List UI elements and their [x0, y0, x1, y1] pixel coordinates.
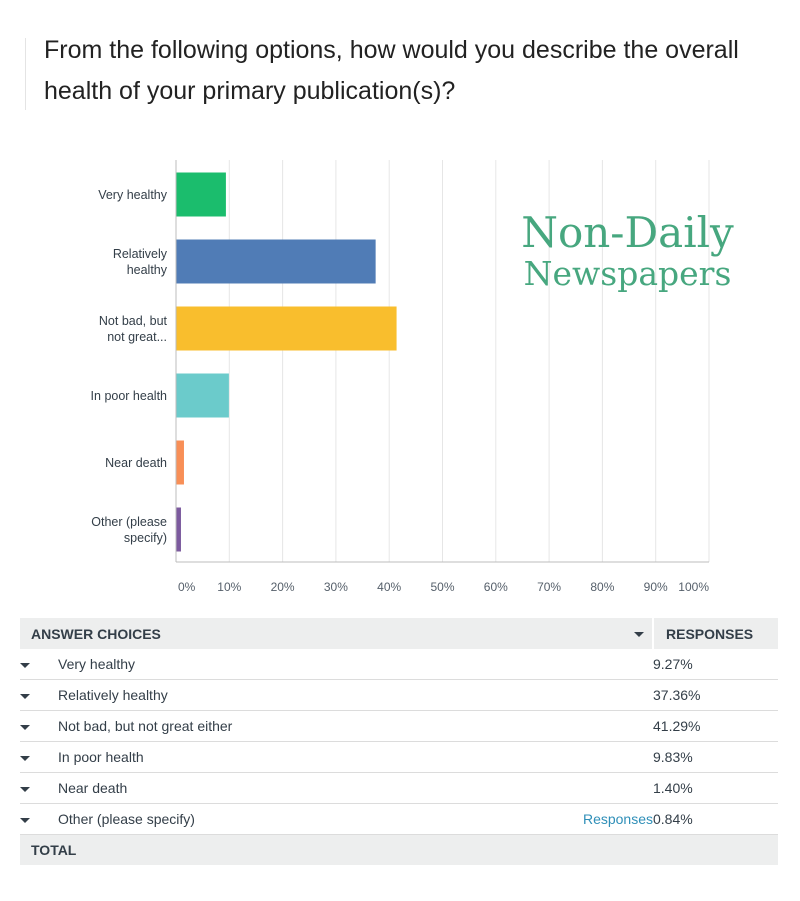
row-expand-cell[interactable]	[20, 680, 58, 711]
x-tick-label: 20%	[270, 580, 295, 594]
answer-choice-label: Near death	[58, 773, 533, 804]
row-expand-cell[interactable]	[20, 742, 58, 773]
answer-choice-label: Not bad, but not great either	[58, 711, 533, 742]
answer-choice-label: Other (please specify)	[58, 804, 533, 835]
total-label: TOTAL	[20, 835, 778, 866]
x-tick-label: 60%	[483, 580, 508, 594]
category-label: specify)	[123, 531, 167, 545]
response-percent: 37.36%	[653, 680, 778, 711]
category-label: Not bad, but	[98, 314, 167, 328]
response-percent: 9.83%	[653, 742, 778, 773]
question-title: From the following options, how would you describe the overall health of your primary publication(s)?	[44, 36, 739, 105]
stamp-line-1: Non-Daily	[521, 208, 734, 257]
answer-table	[20, 618, 778, 865]
responses-link-cell	[533, 742, 653, 773]
table-row	[20, 649, 778, 680]
category-label: In poor health	[90, 389, 167, 403]
bar[interactable]	[177, 240, 376, 284]
table-body	[20, 649, 778, 865]
responses-link-cell	[533, 680, 653, 711]
table-row	[20, 804, 778, 835]
row-expand-cell[interactable]	[20, 649, 58, 680]
response-percent: 1.40%	[653, 773, 778, 804]
category-label: Other (please	[91, 515, 167, 529]
table-row	[20, 680, 778, 711]
response-percent: 41.29%	[653, 711, 778, 742]
non-daily-newspapers-stamp	[500, 208, 755, 293]
x-tick-label: 50%	[430, 580, 455, 594]
expand-caret-icon[interactable]	[20, 787, 30, 792]
expand-caret-icon[interactable]	[20, 818, 30, 823]
answer-choice-label: Relatively healthy	[58, 680, 533, 711]
row-expand-cell[interactable]	[20, 804, 58, 835]
x-tick-label: 0%	[178, 580, 196, 594]
x-tick-label: 80%	[590, 580, 615, 594]
bar[interactable]	[177, 307, 397, 351]
total-row	[20, 835, 778, 866]
x-tick-label: 90%	[643, 580, 668, 594]
row-expand-cell[interactable]	[20, 711, 58, 742]
answer-choice-label: In poor health	[58, 742, 533, 773]
category-label: healthy	[126, 263, 167, 277]
x-tick-label: 40%	[377, 580, 402, 594]
stamp-line-2: Newspapers	[523, 254, 732, 293]
category-label: Relatively	[112, 247, 167, 261]
x-tick-label: 30%	[323, 580, 348, 594]
table-header-row	[20, 618, 778, 649]
responses-link-cell	[533, 804, 653, 835]
bar[interactable]	[177, 441, 184, 485]
responses-link-cell	[533, 649, 653, 680]
category-label: Near death	[105, 456, 167, 470]
responses-link-cell	[533, 773, 653, 804]
answer-choices-header[interactable]	[20, 618, 653, 649]
category-label: Very healthy	[98, 188, 167, 202]
bar[interactable]	[177, 374, 229, 418]
table-row	[20, 711, 778, 742]
responses-link[interactable]: Responses	[582, 811, 653, 827]
category-label: not great...	[107, 330, 167, 344]
responses-link-cell	[533, 711, 653, 742]
responses-header: RESPONSES	[653, 618, 778, 649]
x-tick-label: 70%	[537, 580, 562, 594]
expand-caret-icon[interactable]	[20, 756, 30, 761]
expand-caret-icon[interactable]	[20, 663, 30, 668]
table-row	[20, 773, 778, 804]
response-percent: 9.27%	[653, 649, 778, 680]
bar[interactable]	[177, 508, 181, 552]
expand-caret-icon[interactable]	[20, 694, 30, 699]
answer-choices-header-label: ANSWER CHOICES	[31, 625, 161, 642]
bar[interactable]	[177, 173, 226, 217]
response-percent: 0.84%	[653, 804, 778, 835]
question-accent-bar	[25, 38, 26, 110]
answer-choice-label: Very healthy	[58, 649, 533, 680]
sort-caret-icon[interactable]	[634, 632, 644, 637]
expand-caret-icon[interactable]	[20, 725, 30, 730]
table-row	[20, 742, 778, 773]
x-tick-label: 10%	[217, 580, 242, 594]
x-tick-label: 100%	[678, 580, 709, 594]
row-expand-cell[interactable]	[20, 773, 58, 804]
